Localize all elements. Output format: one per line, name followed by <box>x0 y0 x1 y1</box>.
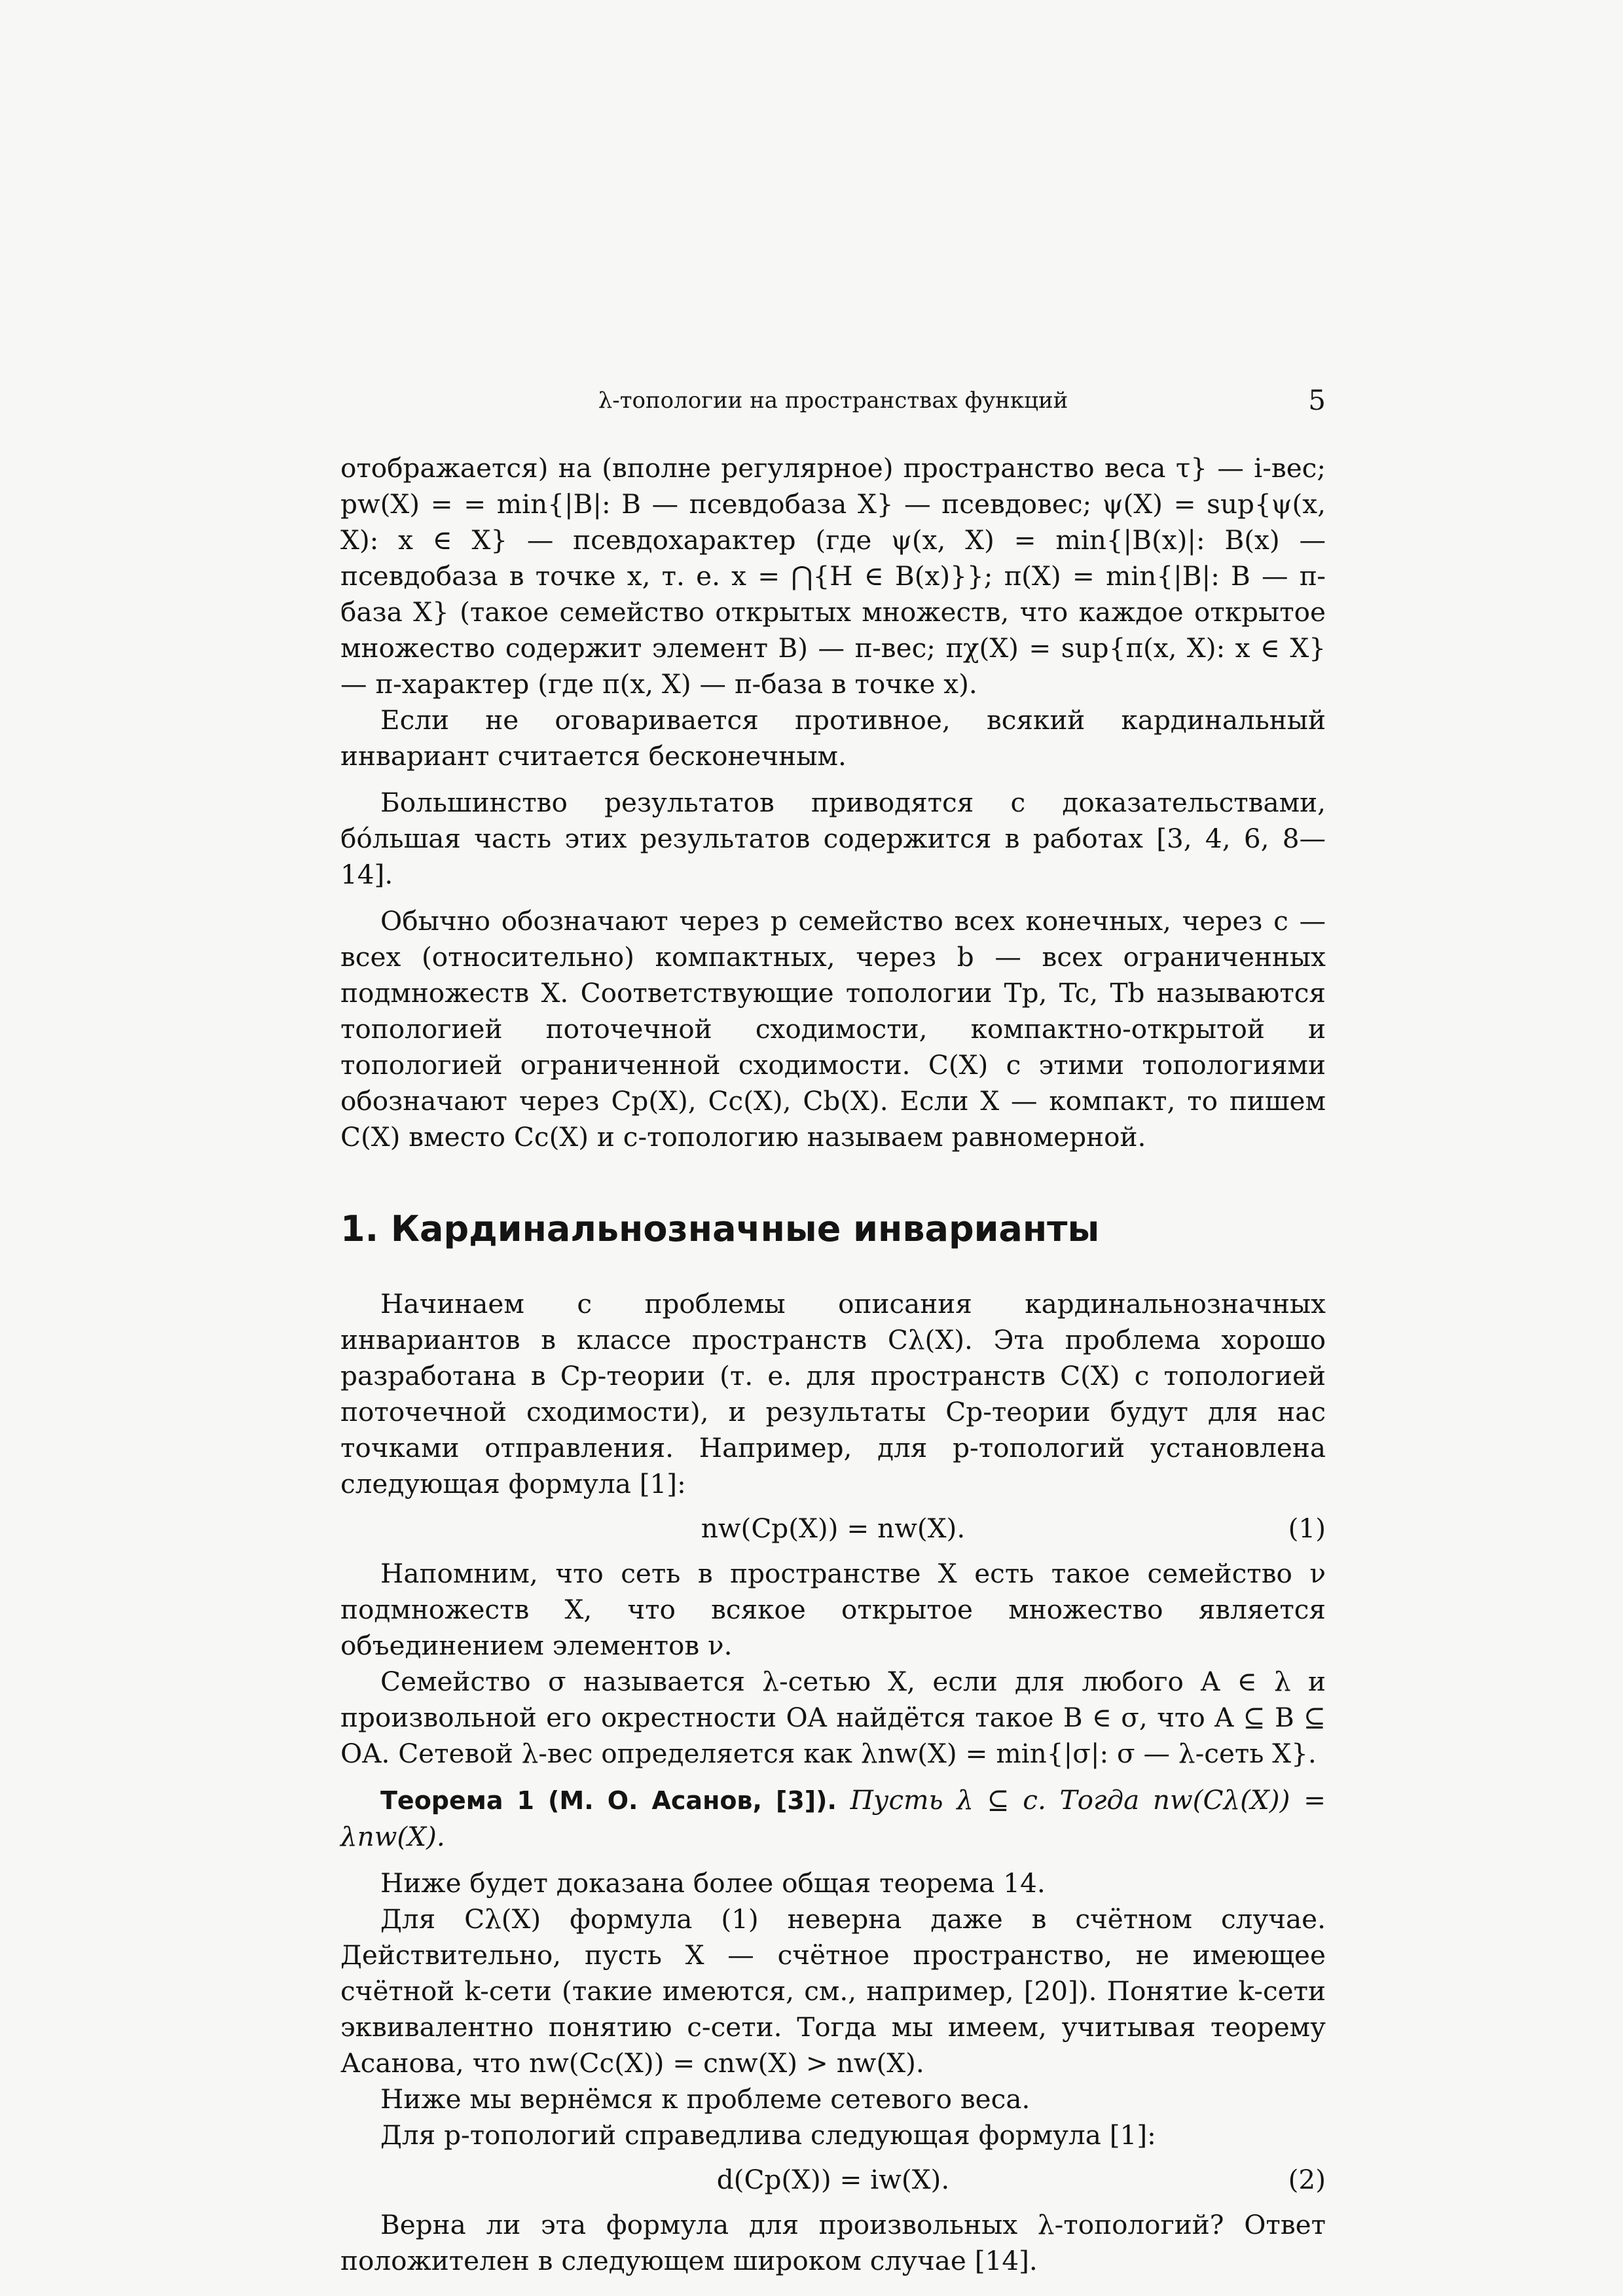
paragraph-network-definition: Напомним, что сеть в пространстве X есть такое семейство ν подмножеств X, что всякое открытое множество является объединением элементов ν. <box>340 1558 1326 1661</box>
body-text <box>340 450 1326 2279</box>
paragraph-question: Верна ли эта формула для произвольных λ-топологий? Ответ положителен в следующем широком случае [14]. <box>340 2209 1326 2276</box>
paragraph-topologies: Обычно обозначают через p семейство всех конечных, через c — всех (относительно) компактных, через b — всех ограниченных подмножеств X. Соответствующие топологии Tp, Tc, Tb называются топологией поточечной сходимости, компактно-открытой и топологией ограниченной сходимости. C(X) с этими топологиями обозначают через Cp(X), Cc(X), Cb(X). Если X — компакт, то пишем C(X) вместо Cc(X) и c-топологию называем равномерной. <box>340 905 1326 1153</box>
paragraph-definitions: отображается) на (вполне регулярное) пространство веса τ} — i-вес; pw(X) = = min{|B|: B — псевдобаза X} — псевдовес; ψ(X) = sup{ψ(x, X): x ∈ X} — псевдохарактер (где ψ(x, X) = min{|B(x)|: B(x) — псевдобаза в точке x, т. е. x = ⋂{H ∈ B(x)}}; π(X) = min{|B|: B — π-база X} (такое семейство открытых множеств, что каждое открытое множество содержит элемент B) — π-вес; πχ(X) = sup{π(x, X): x ∈ X} — π-характер (где π(x, X) — π-база в точке x). <box>340 452 1326 700</box>
section-heading: 1. Кардинальнозначные инварианты <box>340 1208 1100 1249</box>
running-head <box>340 381 1326 420</box>
paragraph-counterexample: Для Cλ(X) формула (1) неверна даже в счётном случае. Действительно, пусть X — счётное пространство, не имеющее счётной k-сети (такие имеются, см., например, [20]). Понятие k-сети эквивалентно понятию c-сети. Тогда мы имеем, учитывая теорему Асанова, что nw(Cc(X)) = cnw(X) > nw(X). <box>340 1903 1326 2079</box>
paragraph-lambda-network: Семейство σ называется λ-сетью X, если для любого A ∈ λ и произвольной его окрестности OA найдётся такое B ∈ σ, что A ⊆ B ⊆ OA. Сетевой λ-вес определяется как λnw(X) = min{|σ|: σ — λ-сеть X}. <box>340 1666 1326 1769</box>
theorem-1-heading: Теорема 1 (М. О. Асанов, [3]). <box>380 1786 837 1815</box>
paragraph-return: Ниже мы вернёмся к проблеме сетевого веса. <box>380 2083 1030 2115</box>
theorem-1 <box>340 1782 1326 1855</box>
formula-2-number: (2) <box>1288 2164 1326 2195</box>
formula-2-text: d(Cp(X)) = iw(X). <box>716 2164 950 2195</box>
paragraph-results-sources: Большинство результатов приводятся с доказательствами, бóльшая часть этих результатов содержится в работах [3, 4, 6, 8—14]. <box>340 787 1326 890</box>
running-title: λ-топологии на пространствах функций <box>598 387 1068 414</box>
paragraph-intro: Начинаем с проблемы описания кардинальнозначных инвариантов в классе пространств Cλ(X). Эта проблема хорошо разработана в Cp-теории (т. е. для пространств C(X) с топологией поточечной сходимости), и результаты Cp-теории будут для нас точками отправления. Например, для p-топологий установлена следующая формула [1]: <box>340 1288 1326 1499</box>
paragraph-p-topologies: Для p-топологий справедлива следующая формула [1]: <box>380 2119 1156 2151</box>
formula-1 <box>340 1507 1326 1549</box>
formula-1-text: nw(Cp(X)) = nw(X). <box>701 1513 966 1544</box>
page-number: 5 <box>1308 384 1326 416</box>
paragraph-infinite-invariant: Если не оговаривается противное, всякий кардинальный инвариант считается бесконечным. <box>340 704 1326 772</box>
formula-1-number: (1) <box>1288 1513 1326 1544</box>
theorem-1-statement: Пусть λ ⊆ c. Тогда nw(Cλ(X)) = λnw(X). <box>340 1784 1326 1852</box>
paragraph-general-theorem: Ниже будет доказана более общая теорема 14. <box>380 1867 1046 1899</box>
formula-2 <box>340 2159 1326 2200</box>
